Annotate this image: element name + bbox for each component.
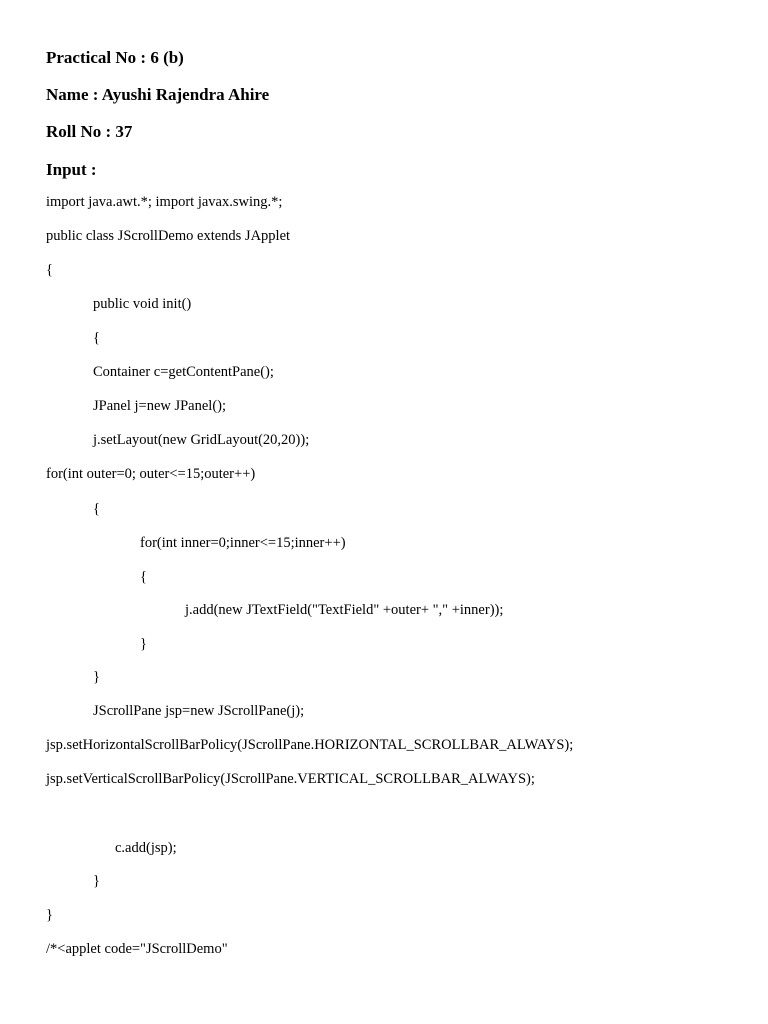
code-line: } bbox=[140, 636, 147, 652]
code-line: JPanel j=new JPanel(); bbox=[93, 398, 227, 414]
input-label-heading: Input : bbox=[46, 160, 97, 179]
code-line: j.setLayout(new GridLayout(20,20)); bbox=[93, 432, 310, 448]
code-line: Container c=getContentPane(); bbox=[93, 364, 274, 380]
code-line: } bbox=[93, 669, 100, 685]
practical-number-heading: Practical No : 6 (b) bbox=[46, 48, 184, 67]
code-line: /*<applet code="JScrollDemo" bbox=[46, 941, 228, 957]
code-line: for(int inner=0;inner<=15;inner++) bbox=[140, 535, 346, 551]
code-line: { bbox=[93, 501, 100, 517]
code-line: j.add(new JTextField("TextField" +outer+ "," +inner)); bbox=[185, 602, 504, 618]
code-line: import java.awt.*; import javax.swing.*; bbox=[46, 194, 283, 210]
code-line: { bbox=[46, 262, 53, 278]
roll-number-heading: Roll No : 37 bbox=[46, 122, 133, 141]
code-line: { bbox=[93, 330, 100, 346]
code-line: jsp.setVerticalScrollBarPolicy(JScrollPane.VERTICAL_SCROLLBAR_ALWAYS); bbox=[46, 771, 535, 787]
code-line: jsp.setHorizontalScrollBarPolicy(JScrollPane.HORIZONTAL_SCROLLBAR_ALWAYS); bbox=[46, 737, 574, 753]
code-line: { bbox=[140, 569, 147, 585]
student-name-heading: Name : Ayushi Rajendra Ahire bbox=[46, 85, 270, 104]
code-line: public class JScrollDemo extends JApplet bbox=[46, 228, 291, 244]
code-line: c.add(jsp); bbox=[115, 840, 177, 856]
code-line: } bbox=[46, 907, 53, 923]
code-line: public void init() bbox=[93, 296, 192, 312]
code-line: } bbox=[93, 873, 100, 889]
code-line: for(int outer=0; outer<=15;outer++) bbox=[46, 466, 256, 482]
code-line: JScrollPane jsp=new JScrollPane(j); bbox=[93, 703, 305, 719]
